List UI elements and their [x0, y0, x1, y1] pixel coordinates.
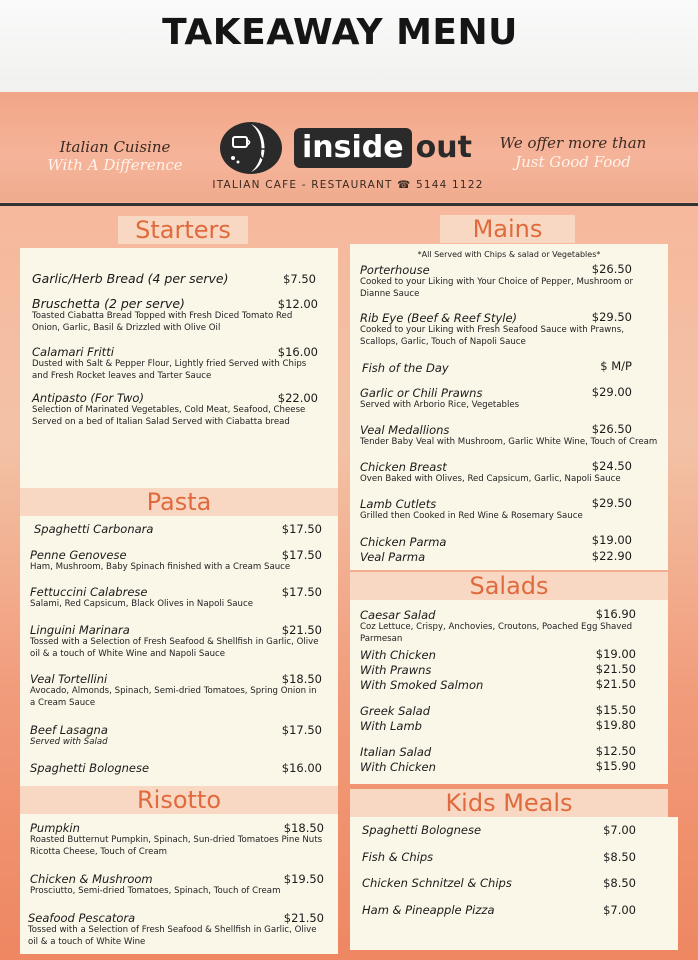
- item-price: $16.00: [281, 761, 322, 775]
- menu-item: [30, 761, 270, 775]
- item-name: Fish & Chips: [362, 850, 434, 864]
- menu-item: [360, 745, 560, 759]
- item-description: Coz Lettuce, Crispy, Anchovies, Croutons, Poached Egg Shaved Parmesan: [360, 622, 633, 644]
- menu-item: [360, 648, 560, 662]
- menu-item: [362, 903, 582, 917]
- pasta-heading: Pasta: [20, 488, 338, 516]
- item-description: Dusted with Salt & Pepper Flour, Lightly fried Served with Chips and Fresh Rocket leaves and Tarter Sauce: [32, 359, 307, 381]
- item-description: Toasted Ciabatta Bread Topped with Fresh Diced Tomato Red Onion, Garlic, Basil & Drizzled with Olive Oil: [32, 311, 293, 333]
- tagline-left: [40, 138, 190, 174]
- item-price: $19.00: [595, 647, 636, 661]
- salads-heading: Salads: [350, 572, 668, 600]
- item-description: Tossed with a Selection of Fresh Seafood & Shellfish in Garlic, Olive oil & a touch of White Wine and Napoli Sauce: [30, 637, 319, 659]
- item-price: $29.50: [591, 310, 632, 324]
- item-name: With Prawns: [360, 663, 432, 677]
- item-name: Pumpkin: [30, 821, 80, 835]
- kids-meals-heading: Kids Meals: [350, 789, 668, 817]
- header-divider: [0, 203, 698, 206]
- item-name: Veal Parma: [360, 550, 426, 564]
- item-name: Chicken Parma: [360, 535, 447, 549]
- item-name: Garlic or Chili Prawns: [360, 386, 483, 400]
- item-price: $ M/P: [600, 359, 632, 373]
- logo-wordmark: [294, 128, 472, 168]
- item-name: Spaghetti Carbonara: [34, 522, 154, 536]
- item-price: $22.00: [277, 391, 318, 405]
- item-price: $7.50: [283, 272, 316, 286]
- item-price: $15.50: [595, 703, 636, 717]
- item-name: With Lamb: [360, 719, 422, 733]
- item-price: $7.00: [603, 823, 636, 837]
- item-price: $26.50: [591, 422, 632, 436]
- item-name: Spaghetti Bolognese: [30, 761, 150, 775]
- item-description: Oven Baked with Olives, Red Capsicum, Garlic, Napoli Sauce: [360, 474, 621, 484]
- menu-item: [362, 361, 562, 375]
- item-name: Chicken Breast: [360, 460, 447, 474]
- menu-item: [360, 719, 560, 733]
- item-description: Cooked to your Liking with Your Choice of Pepper, Mushroom or Dianne Sauce: [360, 277, 634, 299]
- item-name: Fish of the Day: [362, 361, 449, 375]
- item-description: Salami, Red Capsicum, Black Olives in Napoli Sauce: [30, 599, 254, 609]
- item-price: $16.90: [595, 607, 636, 621]
- item-price: $17.50: [281, 548, 322, 562]
- item-description: Selection of Marinated Vegetables, Cold Meat, Seafood, Cheese Served on a bed of Italian Salad Served with Ciabatta bread: [32, 405, 306, 427]
- item-price: $29.00: [591, 385, 632, 399]
- menu-item: [360, 704, 560, 718]
- item-name: With Chicken: [360, 760, 436, 774]
- mains-note: *All Served with Chips & salad or Vegetables*: [417, 250, 601, 259]
- logo-icon: [219, 121, 283, 175]
- item-price: $22.90: [591, 549, 632, 563]
- tagline-left-line1: Italian Cuisine: [59, 138, 171, 156]
- menu-item: [362, 876, 582, 890]
- item-price: $19.00: [591, 533, 632, 547]
- item-price: $26.50: [591, 262, 632, 276]
- item-price: $7.00: [603, 903, 636, 917]
- item-description: Served with Arborio Rice, Vegetables: [360, 400, 520, 410]
- item-name: Linguini Marinara: [30, 623, 130, 637]
- tagline-right-line2: Just Good Food: [515, 153, 631, 171]
- item-description: Grilled then Cooked in Red Wine & Rosemary Sauce: [360, 511, 583, 521]
- item-price: $17.50: [281, 522, 322, 536]
- item-name: Porterhouse: [360, 263, 430, 277]
- item-price: $21.50: [283, 911, 324, 925]
- item-price: $18.50: [283, 821, 324, 835]
- item-description: Tossed with a Selection of Fresh Seafood & Shellfish in Garlic, Olive oil & a touch of White Wine: [28, 925, 317, 947]
- item-name: Italian Salad: [360, 745, 432, 759]
- mains-heading: Mains: [440, 215, 575, 243]
- item-name: Chicken Schnitzel & Chips: [362, 876, 512, 890]
- menu-item: [362, 823, 582, 837]
- item-price: $21.50: [595, 677, 636, 691]
- menu-item: [30, 723, 270, 749]
- item-description: Prosciutto, Semi-dried Tomatoes, Spinach, Touch of Cream: [30, 886, 281, 896]
- item-name: With Smoked Salmon: [360, 678, 484, 692]
- item-price: $12.50: [595, 744, 636, 758]
- item-description: Avocado, Almonds, Spinach, Semi-dried Tomatoes, Spring Onion in a Cream Sauce: [30, 686, 317, 708]
- item-price: $24.50: [591, 459, 632, 473]
- restaurant-subline: ITALIAN CAFE - RESTAURANT ☎ 5144 1122: [212, 179, 484, 191]
- logo-out: out: [415, 130, 472, 165]
- tagline-left-line2: With A Difference: [47, 156, 183, 174]
- item-price: $8.50: [603, 876, 636, 890]
- item-name: Greek Salad: [360, 704, 430, 718]
- item-name: Chicken & Mushroom: [30, 872, 153, 886]
- menu-item: [360, 760, 560, 774]
- item-name: Veal Medallions: [360, 423, 450, 437]
- item-name: Beef Lasagna: [30, 723, 108, 737]
- menu-item: [34, 522, 274, 536]
- item-name: Lamb Cutlets: [360, 497, 437, 511]
- item-name: Spaghetti Bolognese: [362, 823, 482, 837]
- item-price: $29.50: [591, 496, 632, 510]
- item-price: $17.50: [281, 723, 322, 737]
- item-price: $21.50: [281, 623, 322, 637]
- item-description: Tender Baby Veal with Mushroom, Garlic White Wine, Touch of Cream: [360, 437, 658, 447]
- menu-item: [360, 535, 560, 549]
- menu-item: [360, 550, 560, 564]
- item-name: Fettuccini Calabrese: [30, 585, 148, 599]
- item-price: $15.90: [595, 759, 636, 773]
- item-price: $19.50: [283, 872, 324, 886]
- tagline-right: [488, 134, 658, 172]
- item-name: Caesar Salad: [360, 608, 436, 622]
- item-name: Penne Genovese: [30, 548, 127, 562]
- item-price: $12.00: [277, 297, 318, 311]
- item-description: Served with Salad: [30, 737, 108, 747]
- item-name: Veal Tortellini: [30, 672, 108, 686]
- menu-item: [360, 663, 560, 677]
- item-name: Rib Eye (Beef & Reef Style): [360, 311, 518, 325]
- item-description: Cooked to your Liking with Fresh Seafood Sauce with Prawns, Scallops, Garlic, Touch of Napoli Sauce: [360, 325, 624, 347]
- item-price: $21.50: [595, 662, 636, 676]
- risotto-heading: Risotto: [20, 786, 338, 814]
- item-name: Ham & Pineapple Pizza: [362, 903, 495, 917]
- starters-heading: Starters: [118, 216, 248, 244]
- menu-item: [360, 678, 560, 692]
- item-name: With Chicken: [360, 648, 436, 662]
- item-price: $17.50: [281, 585, 322, 599]
- item-price: $16.00: [277, 345, 318, 359]
- menu-item: [362, 850, 582, 864]
- item-price: $19.80: [595, 718, 636, 732]
- item-name: Bruschetta (2 per serve): [32, 296, 185, 311]
- item-name: Calamari Fritti: [32, 345, 114, 359]
- page-title: TAKEAWAY MENU: [162, 12, 518, 53]
- item-price: $18.50: [281, 672, 322, 686]
- logo-inside: inside: [294, 128, 412, 168]
- item-price: $8.50: [603, 850, 636, 864]
- item-description: Roasted Butternut Pumpkin, Spinach, Sun-dried Tomatoes Pine Nuts Ricotta Cheese, Touch of Cream: [30, 835, 323, 857]
- tagline-right-line1: We offer more than: [499, 134, 647, 152]
- item-description: Ham, Mushroom, Baby Spinach finished with a Cream Sauce: [30, 562, 291, 572]
- item-name: Garlic/Herb Bread (4 per serve): [32, 271, 229, 286]
- item-name: Seafood Pescatora: [28, 911, 136, 925]
- item-name: Antipasto (For Two): [32, 391, 144, 405]
